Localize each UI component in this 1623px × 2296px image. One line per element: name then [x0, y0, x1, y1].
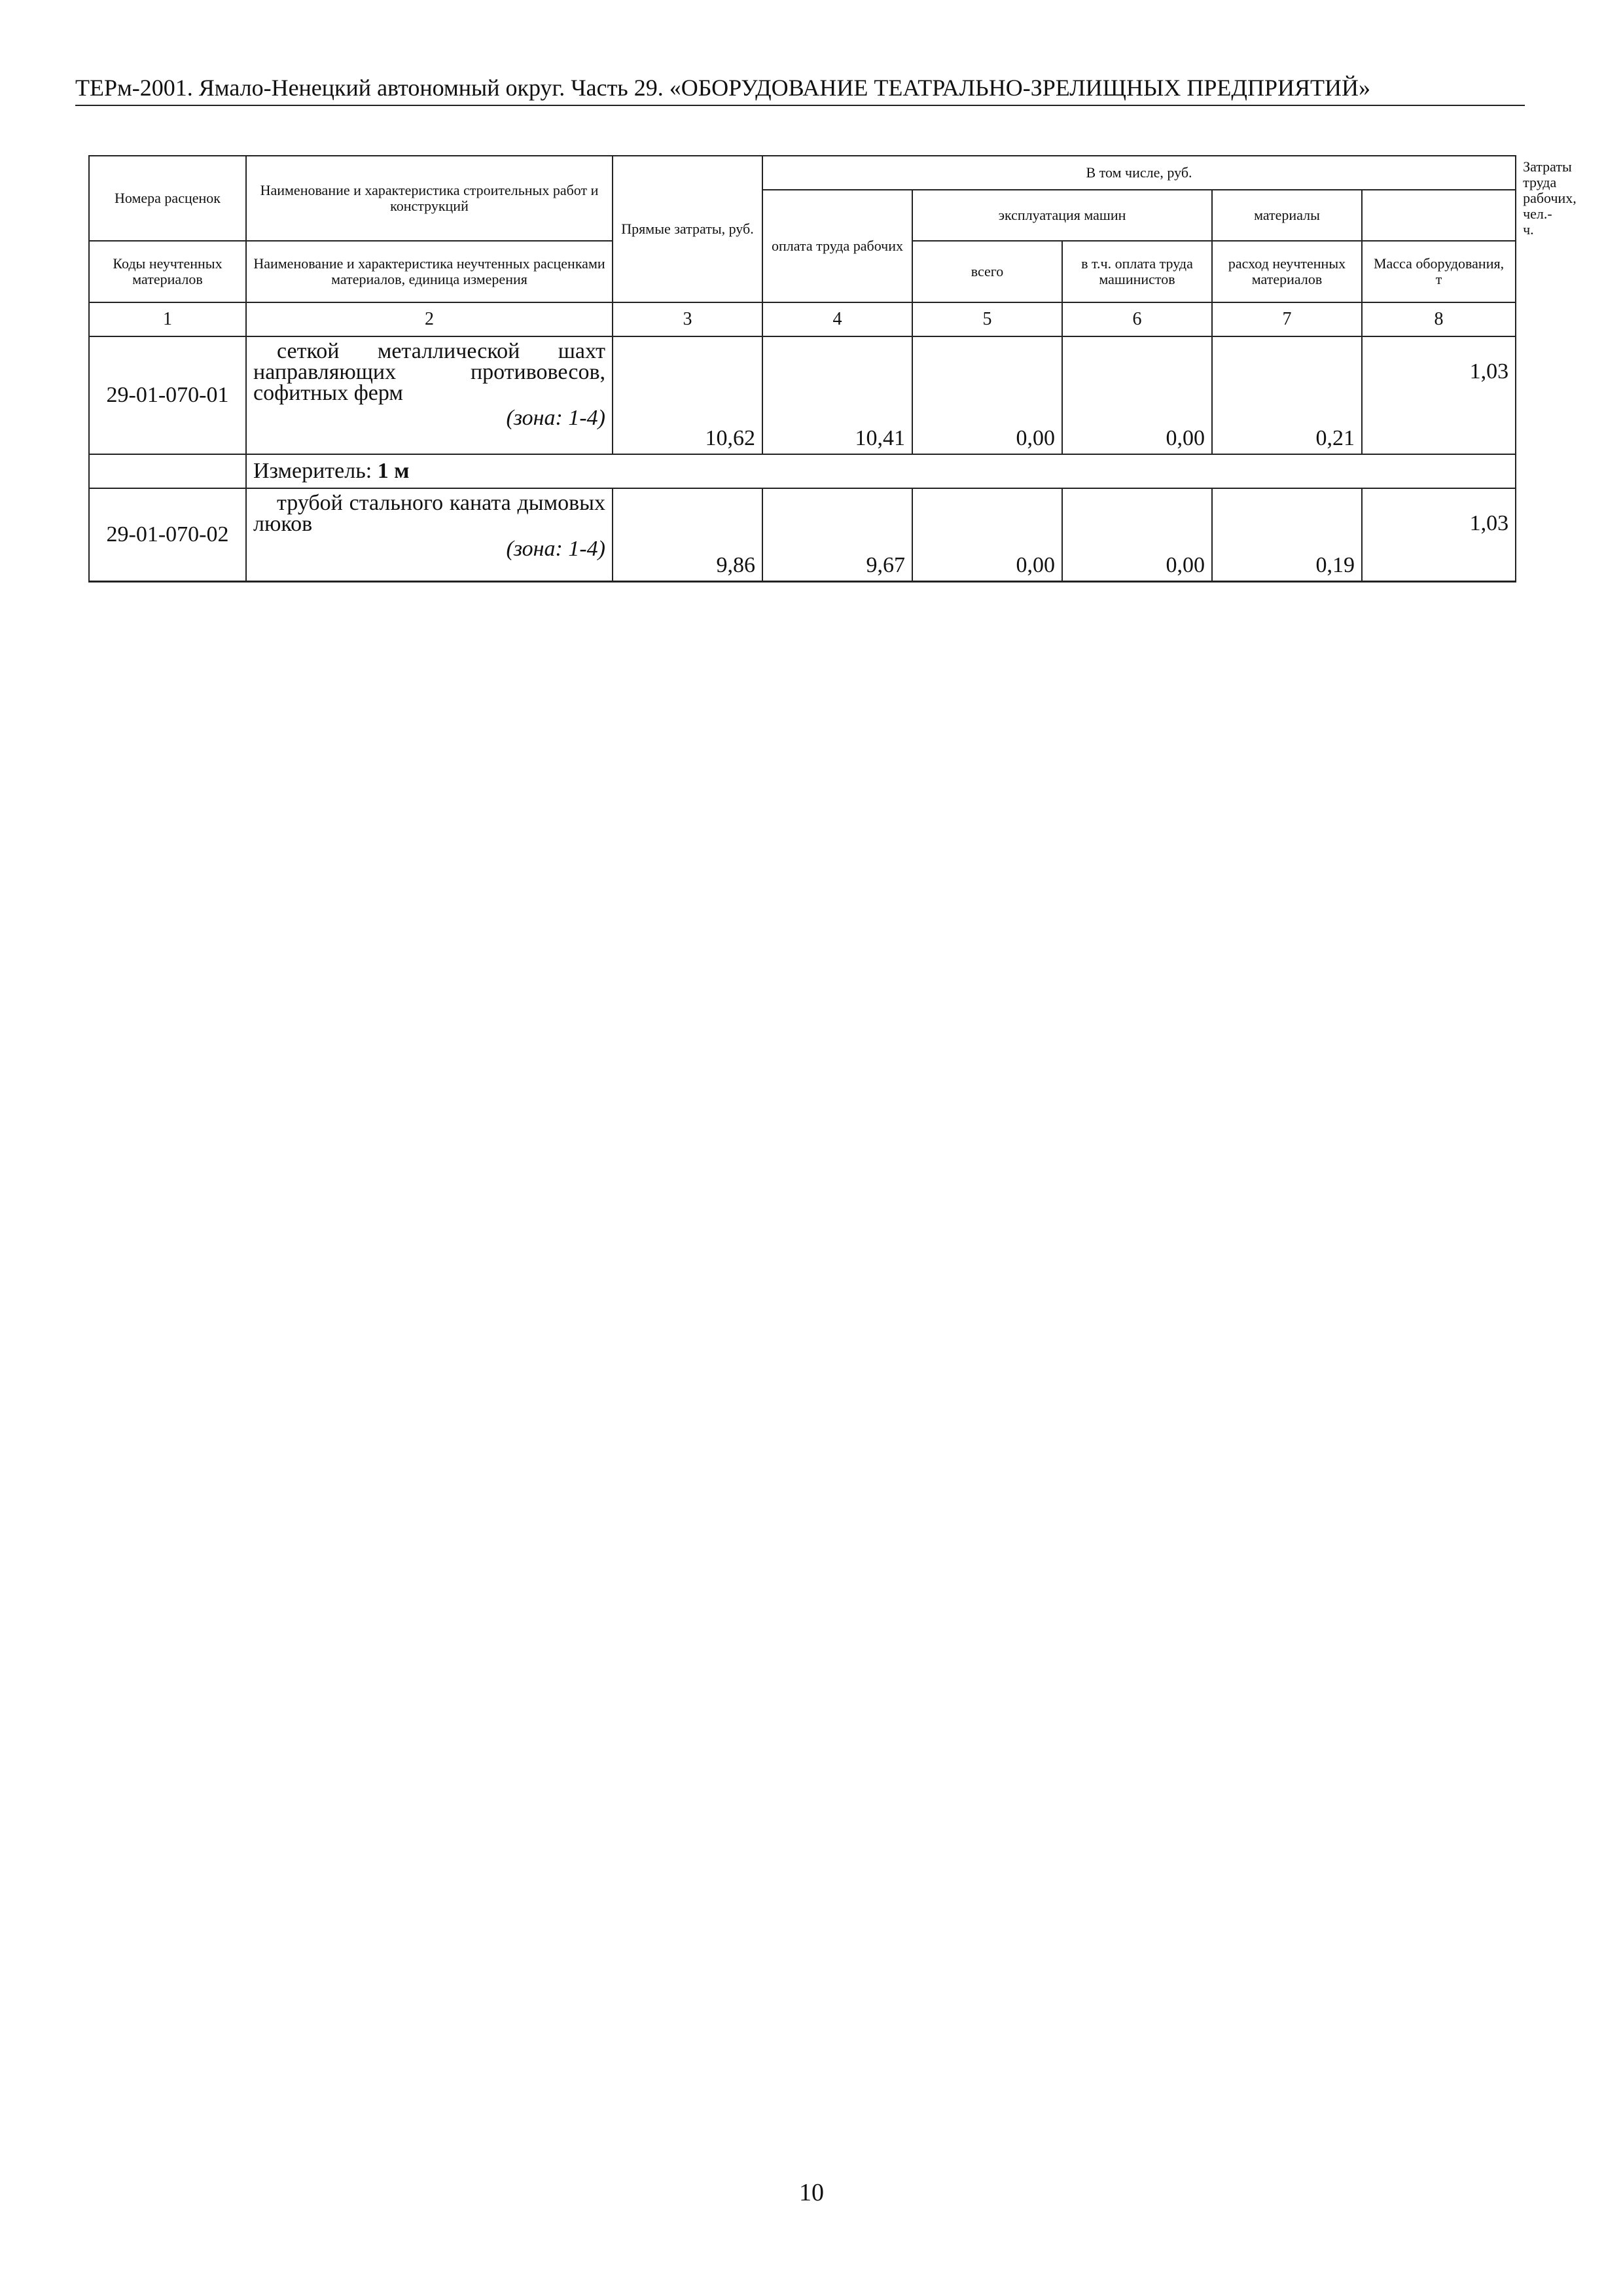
rate-zone: (зона: 1-4) [506, 537, 605, 561]
rate-description-text: сеткой металлической шахт направляющих противовесов, софитных ферм [253, 339, 605, 405]
rate-description-text: трубой стального каната дымовых люков [253, 491, 605, 536]
header-machine-ops: эксплуатация машин [912, 190, 1212, 241]
column-number: 2 [246, 302, 613, 336]
column-number: 7 [1212, 302, 1362, 336]
column-number: 1 [89, 302, 246, 336]
header-materials-unaccounted: расход неучтенных материалов [1212, 241, 1362, 302]
rate-code: 29-01-070-01 [89, 336, 246, 454]
header-equipment-mass: Масса оборудования, т [1362, 241, 1516, 302]
table-row [89, 336, 1516, 454]
labor-costs-value: 1,03 [1362, 336, 1516, 454]
materials-value: 0,19 [1212, 488, 1362, 581]
header-rate-numbers: Номера расценок [89, 156, 246, 241]
rate-description [246, 488, 613, 581]
meter-label: Измеритель: [253, 459, 372, 483]
machine-total-value: 0,00 [912, 336, 1062, 454]
direct-costs-value: 9,86 [613, 488, 762, 581]
rate-zone: (зона: 1-4) [506, 406, 605, 430]
column-number: 4 [762, 302, 912, 336]
column-number: 8 [1362, 302, 1516, 336]
rates-table [88, 155, 1577, 583]
machine-total-value: 0,00 [912, 488, 1062, 581]
table-row [89, 488, 1516, 581]
header-unaccounted-names: Наименование и характеристика неучтенных расценками материалов, единица измерения [246, 241, 613, 302]
meter-cell [246, 454, 1516, 488]
meter-value: 1 м [377, 459, 410, 483]
header-labor-pay: оплата труда рабочих [762, 190, 912, 302]
header-row-1: Номера расценок Наименование и характеристика строительных работ и конструкций Прямые затраты, руб. В том числе, руб. Затраты труда рабочих, чел.-ч. [89, 156, 1516, 190]
column-number: 6 [1062, 302, 1212, 336]
header-machine-total: всего [912, 241, 1062, 302]
machine-operator-pay-value: 0,00 [1062, 336, 1212, 454]
header-direct-costs: Прямые затраты, руб. [613, 156, 762, 302]
rate-code: 29-01-070-02 [89, 488, 246, 581]
materials-value: 0,21 [1212, 336, 1362, 454]
document-title: ТЕРм-2001. Ямало-Ненецкий автономный округ. Часть 29. «ОБОРУДОВАНИЕ ТЕАТРАЛЬНО-ЗРЕЛИЩНЫХ ПРЕДПРИЯТИЙ» [75, 75, 1370, 101]
header-materials: материалы [1212, 190, 1362, 241]
rate-description [246, 336, 613, 454]
machine-operator-pay-value: 0,00 [1062, 488, 1212, 581]
labor-pay-value: 9,67 [762, 488, 912, 581]
page-header [75, 73, 1525, 106]
direct-costs-value: 10,62 [613, 336, 762, 454]
meter-empty-cell [89, 454, 246, 488]
header-work-name: Наименование и характеристика строительных работ и конструкций [246, 156, 613, 241]
labor-costs-value: 1,03 [1362, 488, 1516, 581]
column-number: 5 [912, 302, 1062, 336]
header-unaccounted-codes: Коды неучтенных материалов [89, 241, 246, 302]
labor-pay-value: 10,41 [762, 336, 912, 454]
page-number: 10 [799, 2179, 824, 2206]
header-machine-operator-pay: в т.ч. оплата труда машинистов [1062, 241, 1212, 302]
header-including: В том числе, руб. [762, 156, 1516, 190]
meter-row [89, 454, 1516, 488]
column-number: 3 [613, 302, 762, 336]
column-number-row [89, 302, 1516, 336]
